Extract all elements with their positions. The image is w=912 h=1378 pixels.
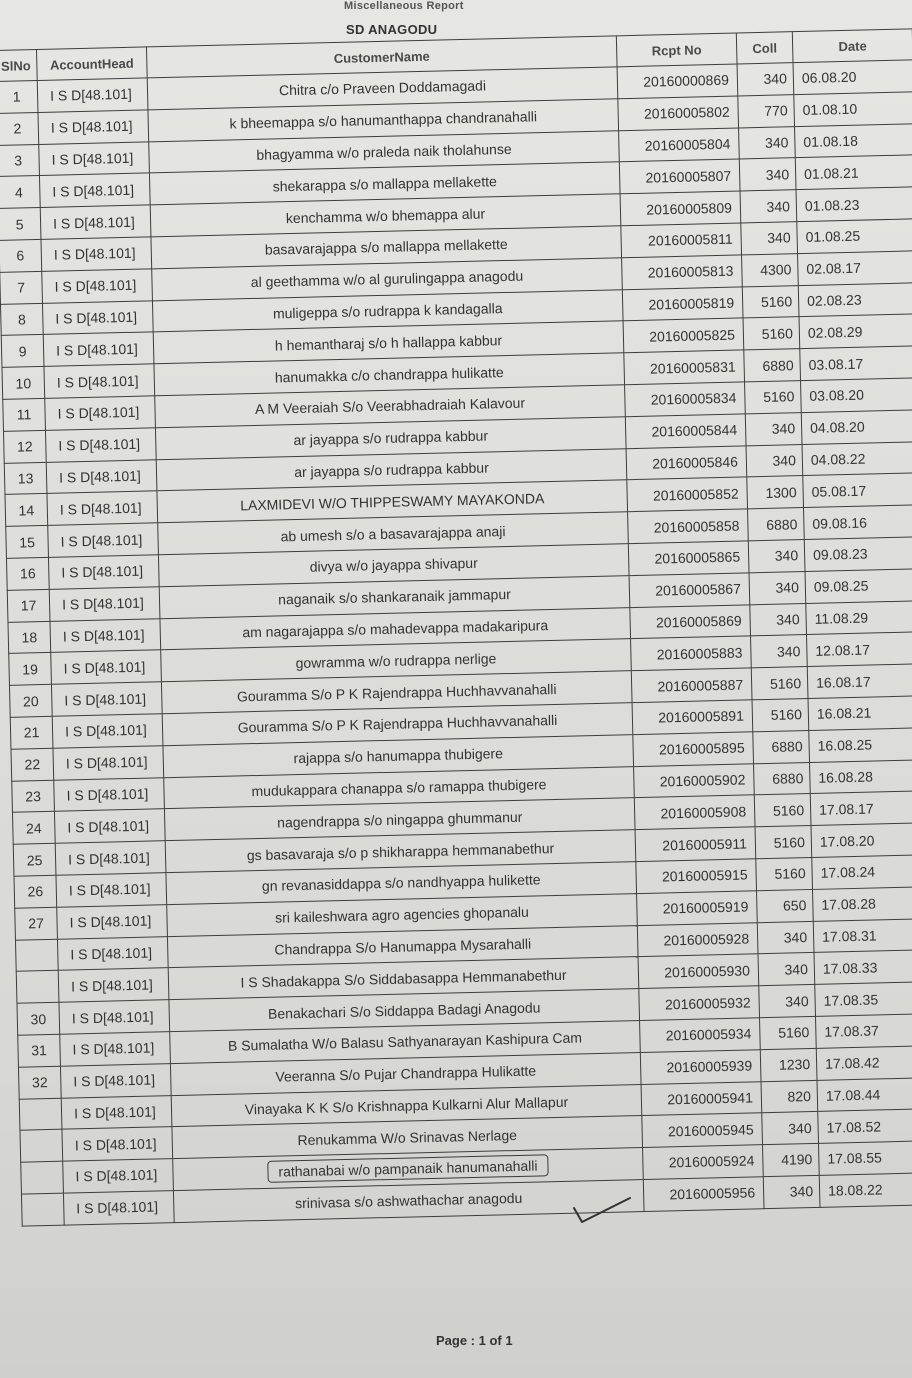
row-customer-name: Gouramma S/o P K Rajendrappa Huchhavvanahalli [162,703,633,746]
page-number: Page : 1 of 1 [436,1333,513,1348]
row-coll: 340 [751,635,808,668]
row-slno [16,971,59,1004]
row-customer-name: nagendrappa s/o ningappa ghummanur [164,798,635,841]
row-date: 09.08.23 [804,537,912,572]
row-customer-name: gs basavaraja s/o p shikharappa hemmanabethur [165,830,636,873]
row-date: 17.08.33 [814,950,912,985]
header-account-head: AccountHead [36,47,147,81]
row-account-head: I S D[48.101] [49,587,160,621]
row-customer-name: ar jayappa s/o rudrappa kabbur [156,448,627,491]
row-date: 01.08.18 [795,123,912,158]
row-slno: 15 [6,526,49,559]
row-account-head: I S D[48.101] [51,682,162,716]
row-account-head: I S D[48.101] [44,364,155,398]
row-date: 04.08.20 [801,410,912,445]
row-customer-name: srinivasa s/o ashwathachar anagodu [173,1179,644,1222]
row-coll: 340 [759,985,816,1018]
row-rcpt-no: 20160005911 [635,827,756,862]
row-slno: 23 [12,780,55,813]
row-slno: 6 [0,239,42,272]
row-date: 17.08.35 [815,982,912,1017]
row-coll: 340 [739,158,796,191]
row-slno: 8 [0,303,43,336]
row-date: 17.08.52 [818,1109,912,1144]
row-account-head: I S D[48.101] [60,1063,171,1097]
row-account-head: I S D[48.101] [39,141,150,175]
row-rcpt-no: 20160005844 [625,414,746,449]
row-rcpt-no: 20160005807 [619,159,740,194]
row-account-head: I S D[48.101] [43,332,154,366]
row-slno: 24 [12,812,55,845]
row-customer-name: LAXMIDEVI W/O THIPPESWAMY MAYAKONDA [157,480,628,523]
row-slno: 9 [1,335,44,368]
row-date: 17.08.28 [812,886,912,921]
row-coll: 340 [749,571,806,604]
row-account-head: I S D[48.101] [54,777,165,811]
row-rcpt-no: 20160005819 [622,287,743,322]
row-account-head: I S D[48.101] [47,491,158,525]
row-date: 01.08.10 [794,92,912,127]
row-rcpt-no: 20160005811 [621,223,742,258]
row-coll: 5160 [745,381,802,414]
row-rcpt-no: 20160005915 [636,859,757,894]
row-account-head: I S D[48.101] [55,841,166,875]
row-customer-name: bhagyamma w/o praleda naik tholahunse [149,130,620,173]
row-rcpt-no: 20160005869 [630,604,751,639]
row-account-head: I S D[48.101] [63,1190,174,1224]
row-coll: 340 [739,126,796,159]
row-slno [15,939,58,972]
row-slno: 13 [4,462,47,495]
row-rcpt-no: 20160005924 [643,1145,764,1180]
row-coll: 5160 [755,826,812,859]
row-account-head: I S D[48.101] [57,904,168,938]
row-rcpt-no: 20160005804 [619,128,740,163]
row-coll: 340 [737,63,794,96]
row-account-head: I S D[48.101] [48,523,159,557]
row-coll: 6880 [754,762,811,795]
row-rcpt-no: 20160005867 [629,573,750,608]
row-slno: 32 [18,1066,61,1099]
row-slno: 16 [6,557,49,590]
row-customer-name: naganaik s/o shankaranaik jammapur [159,575,630,618]
row-slno: 17 [7,589,50,622]
row-account-head: I S D[48.101] [60,1032,171,1066]
row-coll: 5160 [760,1016,817,1049]
row-account-head: I S D[48.101] [59,1000,170,1034]
circled-customer-name: rathanabai w/o pampanaik hanumanahalli [267,1155,549,1184]
row-date: 01.08.21 [795,155,912,190]
row-account-head: I S D[48.101] [37,78,148,112]
row-rcpt-no: 20160005831 [624,350,745,385]
row-date: 17.08.17 [810,791,912,826]
row-account-head: I S D[48.101] [39,173,150,207]
row-slno: 12 [3,430,46,463]
row-date: 17.08.37 [815,1013,912,1048]
row-rcpt-no: 20160005887 [631,668,752,703]
row-rcpt-no: 20160005802 [618,96,739,131]
row-date: 06.08.20 [793,60,912,95]
row-customer-name: I S Shadakappa S/o Siddabasappa Hemmanabethur [168,957,639,1000]
row-rcpt-no: 20160005858 [628,509,749,544]
row-rcpt-no: 20160005928 [637,922,758,957]
row-date: 18.08.22 [819,1172,912,1207]
row-slno: 11 [3,398,46,431]
row-coll: 340 [748,539,805,572]
row-date: 11.08.29 [806,600,912,635]
row-date: 02.08.17 [798,251,912,286]
row-customer-name: kenchamma w/o bhemappa alur [150,194,621,237]
row-account-head: I S D[48.101] [38,110,149,144]
row-coll: 340 [762,1112,819,1145]
row-rcpt-no: 20160005895 [633,732,754,767]
row-slno [21,1193,64,1226]
row-date: 17.08.24 [812,855,912,890]
row-coll: 5160 [752,698,809,731]
row-date: 17.08.42 [816,1045,912,1080]
row-date: 17.08.55 [818,1141,912,1176]
row-slno: 5 [0,208,41,241]
row-customer-name: A M Veeraiah S/o Veerabhadraiah Kalavour [155,385,626,428]
row-coll: 770 [738,94,795,127]
row-customer-name: gn revanasiddappa s/o nandhyappa hulikette [166,862,637,905]
row-date: 16.08.17 [807,664,912,699]
row-account-head: I S D[48.101] [56,873,167,907]
row-customer-name: Chitra c/o Praveen Doddamagadi [147,67,618,110]
row-slno: 30 [17,1002,60,1035]
row-customer-name: Veeranna S/o Pujar Chandrappa Hulikatte [170,1052,641,1095]
row-date: 01.08.25 [797,219,912,254]
row-rcpt-no: 20160005945 [642,1113,763,1148]
row-coll: 340 [746,444,803,477]
row-coll: 340 [757,921,814,954]
row-customer-name: gowramma w/o rudrappa nerlige [161,639,632,682]
row-coll: 650 [757,889,814,922]
row-rcpt-no: 20160005865 [628,541,749,576]
row-slno: 2 [0,112,39,145]
row-customer-name: h hemantharaj s/o h hallappa kabbur [153,321,624,364]
row-date: 16.08.28 [810,759,912,794]
row-rcpt-no: 20160005941 [641,1081,762,1116]
table-body [0,60,912,1226]
row-customer-name: Renukamma W/o Srinavas Nerlage [172,1116,643,1159]
row-date: 01.08.23 [796,187,912,222]
row-account-head: I S D[48.101] [41,237,152,271]
collection-table [0,28,912,1226]
row-date: 02.08.23 [798,282,912,317]
row-customer-name: hanumakka c/o chandrappa hulikatte [154,353,625,396]
report-title: Miscellaneous Report [344,0,464,12]
header-rcpt-no: Rcpt No [616,33,737,67]
row-slno: 14 [5,494,48,527]
row-coll: 6880 [744,349,801,382]
row-rcpt-no: 20160005825 [623,318,744,353]
row-coll: 340 [745,412,802,445]
row-slno [21,1161,64,1194]
row-account-head: I S D[48.101] [46,459,157,493]
row-rcpt-no: 20160005930 [638,954,759,989]
row-slno: 1 [0,80,38,113]
row-customer-name: ar jayappa s/o rudrappa kabbur [155,416,626,459]
row-slno: 31 [18,1034,61,1067]
row-date: 16.08.25 [809,727,912,762]
row-customer-name: divya w/o jayappa shivapur [158,544,629,587]
row-account-head: I S D[48.101] [45,428,156,462]
row-customer-name: B Sumalatha W/o Balasu Sathyanarayan Kashipura Cam [170,1020,641,1063]
row-rcpt-no: 20160005852 [627,477,748,512]
row-coll: 4190 [763,1143,820,1176]
row-slno: 21 [10,716,53,749]
row-slno: 27 [15,907,58,940]
row-slno: 25 [13,843,56,876]
row-customer-name: am nagarajappa s/o mahadevappa madakaripura [160,607,631,650]
row-coll: 1230 [760,1048,817,1081]
row-rcpt-no: 20160005813 [622,255,743,290]
row-coll: 6880 [753,730,810,763]
row-rcpt-no: 20160005883 [631,636,752,671]
checkmark-icon [572,1194,632,1228]
row-date: 12.08.17 [807,632,912,667]
header-slno: SlNo [0,49,37,81]
row-customer-name: Benakachari S/o Siddappa Badagi Anagodu [169,989,640,1032]
row-account-head: I S D[48.101] [45,396,156,430]
row-date: 09.08.16 [804,505,912,540]
row-rcpt-no: 20160005846 [626,445,747,480]
row-slno: 7 [0,271,42,304]
row-slno [20,1129,63,1162]
row-coll: 5160 [742,285,799,318]
row-slno: 19 [9,653,52,686]
row-slno: 10 [2,367,45,400]
row-coll: 820 [761,1080,818,1113]
row-date: 17.08.20 [811,823,912,858]
row-rcpt-no: 20160005908 [634,795,755,830]
row-account-head: I S D[48.101] [52,714,163,748]
row-date: 17.08.31 [813,918,912,953]
row-slno: 26 [14,875,57,908]
row-rcpt-no: 20160005834 [625,382,746,417]
row-customer-name: muligeppa s/o rudrappa k kandagalla [152,289,623,332]
row-customer-name: shekarappa s/o mallappa mellakette [149,162,620,205]
row-slno: 20 [9,684,52,717]
row-coll: 5160 [754,794,811,827]
row-date: 05.08.17 [803,473,912,508]
row-slno [19,1098,62,1131]
row-account-head: I S D[48.101] [42,269,153,303]
row-coll: 5160 [756,857,813,890]
report-table-wrapper [0,28,912,1226]
row-coll: 5160 [751,667,808,700]
row-account-head: I S D[48.101] [42,300,153,334]
row-rcpt-no: 20160005932 [639,986,760,1021]
row-customer-name: al geethamma w/o al gurulingappa anagodu [152,258,623,301]
row-rcpt-no: 20160005902 [634,763,755,798]
row-account-head: I S D[48.101] [63,1159,174,1193]
row-account-head: I S D[48.101] [51,650,162,684]
row-customer-name: Gouramma S/o P K Rajendrappa Huchhavvanahalli [161,671,632,714]
row-date: 02.08.29 [799,314,912,349]
row-customer-name: mudukappara chanappa s/o ramappa thubigere [164,766,635,809]
header-customer-name: CustomerName [146,36,617,78]
header-coll: Coll [736,32,793,64]
row-slno: 22 [11,748,54,781]
row-customer-name: Vinayaka K K S/o Krishnappa Kulkarni Alur Mallapur [171,1084,642,1127]
row-customer-name: basavarajappa s/o mallappa mellakette [151,226,622,269]
row-slno: 18 [8,621,51,654]
row-rcpt-no: 20160005919 [637,890,758,925]
row-rcpt-no: 20160005934 [640,1018,761,1053]
row-customer-name: Chandrappa S/o Hanumappa Mysarahalli [167,925,638,968]
row-rcpt-no: 20160005939 [640,1049,761,1084]
header-date: Date [792,29,912,63]
row-coll: 4300 [742,253,799,286]
row-account-head: I S D[48.101] [62,1127,173,1161]
row-customer-name: ab umesh s/o a basavarajappa anaji [158,512,629,555]
row-slno: 3 [0,144,39,177]
row-coll: 6880 [748,508,805,541]
row-account-head: I S D[48.101] [61,1095,172,1129]
row-date: 09.08.25 [805,568,912,603]
row-coll: 340 [741,222,798,255]
row-coll: 340 [740,190,797,223]
office-name: SD ANAGODU [346,22,438,37]
row-date: 17.08.44 [817,1077,912,1112]
row-account-head: I S D[48.101] [40,205,151,239]
row-date: 03.08.20 [801,378,912,413]
row-date: 16.08.21 [808,696,912,731]
row-rcpt-no: 20160005956 [643,1177,764,1212]
row-coll: 340 [763,1175,820,1208]
row-rcpt-no: 20160000869 [617,64,738,99]
row-account-head: I S D[48.101] [58,968,169,1002]
row-date: 04.08.22 [802,441,912,476]
row-coll: 1300 [747,476,804,509]
row-rcpt-no: 20160005809 [620,191,741,226]
row-coll: 340 [758,953,815,986]
row-account-head: I S D[48.101] [53,745,164,779]
row-customer-name: k bheemappa s/o hanumanthappa chandranahalli [148,99,619,142]
row-rcpt-no: 20160005891 [632,700,753,735]
row-customer-name: sri kaileshwara agro agencies ghopanalu [167,893,638,936]
row-account-head: I S D[48.101] [57,936,168,970]
row-customer-name: rajappa s/o hanumappa thubigere [163,734,634,777]
row-account-head: I S D[48.101] [54,809,165,843]
row-coll: 5160 [743,317,800,350]
row-account-head: I S D[48.101] [50,618,161,652]
row-date: 03.08.17 [800,346,912,381]
row-slno: 4 [0,176,40,209]
row-coll: 340 [750,603,807,636]
row-account-head: I S D[48.101] [48,555,159,589]
